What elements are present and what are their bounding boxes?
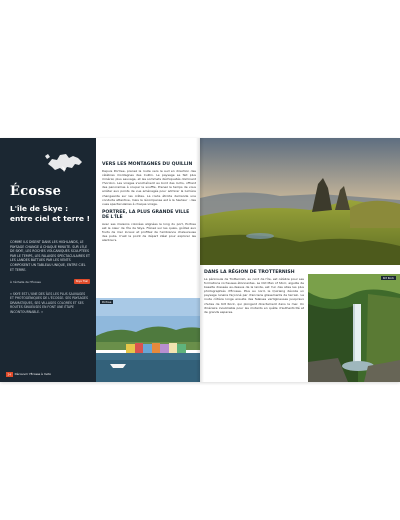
title-panel xyxy=(0,138,96,382)
page-gutter xyxy=(196,138,204,382)
section-heading-trotternish: DANS LA RÉGION DE TROTTERNISH xyxy=(204,270,295,275)
folio-label: Découvrir l'Écosse à moto xyxy=(14,372,52,376)
storr-landscape-image xyxy=(200,138,400,265)
section-text-portree: Avec ses maisons colorées alignées le long du port, Portree est le cœur de l'île de Skye. Flânez sur les quais, goûtez aux fruits de mer locaux et profitez de l'ambiance chaleureuse des pubs. C'est le point de départ idéal pour explorer les alentours. xyxy=(102,221,196,243)
right-page xyxy=(200,138,400,382)
quote-text: « SKYE EST L'UNE DES ÎLES LES PLUS SAUVAGES ET PHOTOGÉNIQUES DE L'ÉCOSSE. SES PAYSAGES DRAMATIQUES, SES VILLAGES COLORÉS ET SES ROUTES SINUEUSES EN FONT UNE ÉTAPE INCONTOURNABLE. » xyxy=(10,292,88,314)
folio xyxy=(6,372,51,376)
scale-label: À l'échelle de l'Écosse xyxy=(10,280,41,284)
europe-map-icon xyxy=(42,150,88,174)
section-text-trotternish: La péninsule de Trotternish, au nord de l'île, est célèbre pour ses formations rocheuses étonnantes. Le Old Man of Storr, aiguille de basalte dressée au-dessus de la lande, est l'un des sites les plus photographiés d'Écosse. Plus au nord, le Quiraing dévoile un paysage lunaire façonné par d'anciens glissements de terrain. La route côtière longe ensuite des falaises vertigineuses jusqu'aux chutes de Kilt Rock, qui plongent directement dans la mer. Un itinéraire inoubliable pour les motards en quête d'authenticité et de grands espaces. xyxy=(204,277,304,314)
photo-caption-portree: Portree xyxy=(102,300,112,304)
article-column-right xyxy=(204,270,304,314)
page-number: 24 xyxy=(7,372,12,376)
left-page xyxy=(0,138,200,382)
portree-photo xyxy=(96,298,200,382)
route-badge: Skye Trail xyxy=(75,280,88,283)
photo-caption-kilt-rock: Kilt Rock xyxy=(382,276,394,280)
article-column-left xyxy=(102,162,196,242)
magazine-spread xyxy=(0,138,400,382)
intro-text: COMME ILS DISENT DANS LES HIGHLANDS, LE PAYSAGE CHANGE À CHAQUE MINUTE. SUR L'ÎLE DE SKYE, LES ROCHES VOLCANIQUES SCULPTÉES PAR LE TEMPS, LES FALAISES SPECTACULAIRES ET LES LANDES BATTUES PAR LES VENTS COMPOSENT UN TABLEAU UNIQUE, ENTRE CIEL ET TERRE. xyxy=(10,240,90,272)
kilt-rock-photo xyxy=(308,274,400,382)
old-man-of-storr-photo xyxy=(200,138,400,265)
page-title: Écosse xyxy=(10,184,62,199)
section-heading-quillin: VERS LES MONTAGNES DU QUILLIN xyxy=(102,162,193,167)
section-heading-portree: PORTREE, LA PLUS GRANDE VILLE DE L'ÎLE xyxy=(102,209,190,220)
portree-harbour-image xyxy=(96,298,200,382)
section-text-quillin: Depuis Portree, prenez la route vers le sud en direction des célèbres montagnes des Cuillin. Le paysage se fait plus minéral, plus sauvage, et les sommets déchiquetés dominent l'horizon. Les virages s'enchaînent au bord des lochs, offrant des panoramas à couper le souffle. Prenez le temps de vous arrêter aux points de vue aménagés pour admirer la lumière changeante sur les crêtes. La route étroite demande une conduite attentive, mais la récompense est à la hauteur : des vues spectaculaires à chaque virage. xyxy=(102,169,196,206)
waterfall-image xyxy=(308,274,400,382)
badge-row xyxy=(10,280,90,286)
page-subtitle: L'île de Skye : entre ciel et terre ! xyxy=(10,204,90,223)
